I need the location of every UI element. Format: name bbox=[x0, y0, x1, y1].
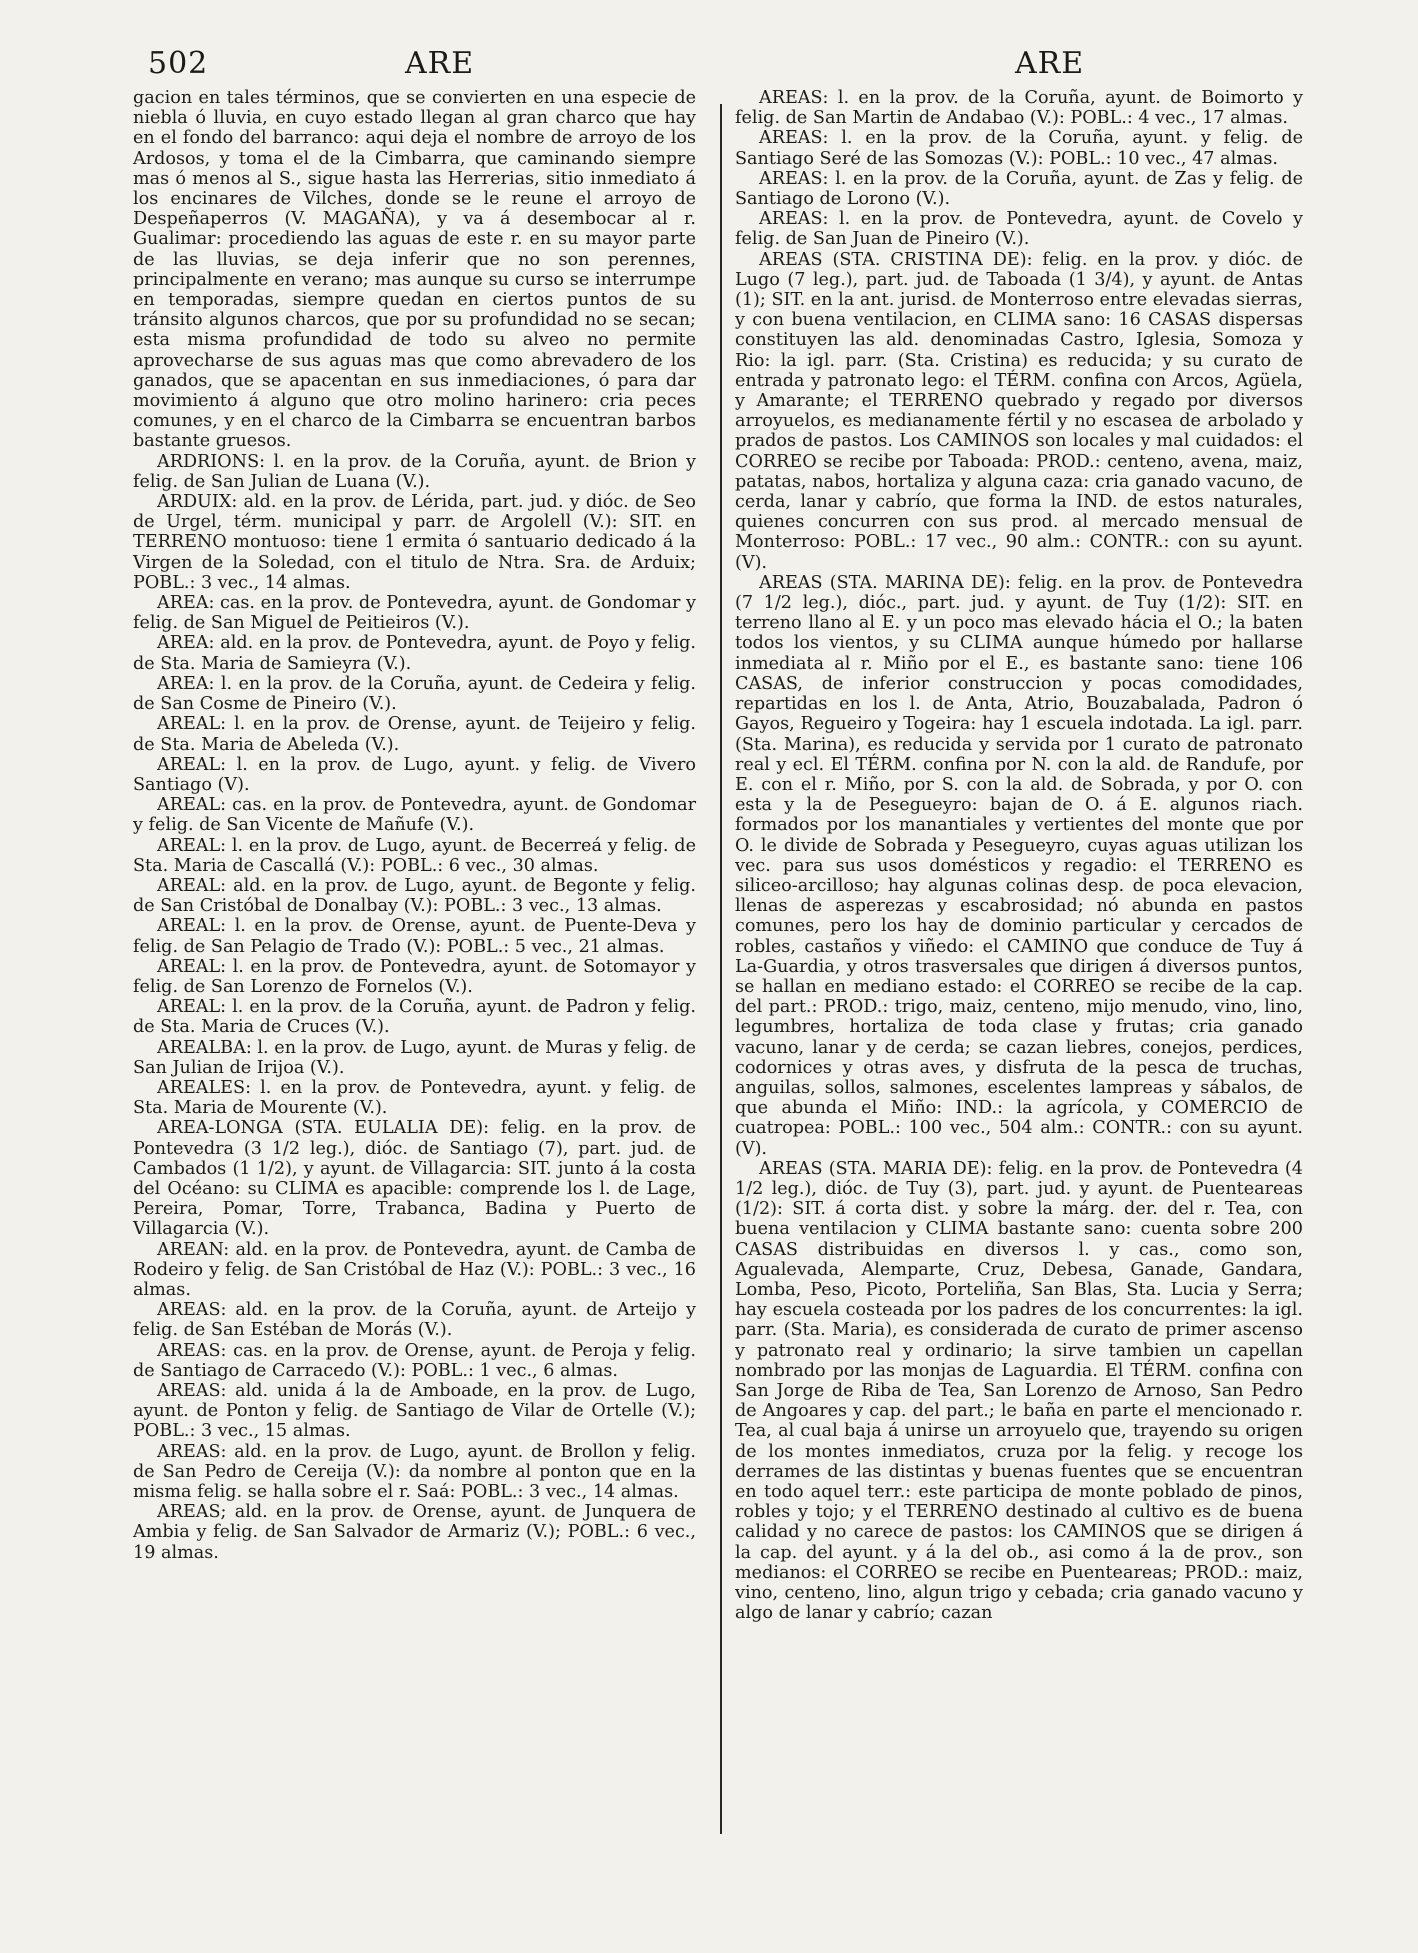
entry-areas-4: AREAS: ald. en la prov. de Lugo, ayunt. de Brollon y felig. de San Pedro de Cereija (V.): da nombre al ponton que en la misma felig. se halla sobre el r. Saá: POBL.: 3 vec., 14 almas. bbox=[133, 1441, 696, 1503]
right-column bbox=[735, 88, 1303, 1623]
entry-areas-zas: AREAS: l. en la prov. de la Coruña, ayunt. de Zas y felig. de Santiago de Lorono (V.). bbox=[735, 168, 1303, 210]
entry-areal-5: AREAL: ald. en la prov. de Lugo, ayunt. de Begonte y felig. de San Cristóbal de Donalbay (V.): POBL.: 3 vec., 13 almas. bbox=[133, 875, 696, 917]
running-head-right: ARE bbox=[1015, 46, 1085, 81]
column-divider bbox=[720, 104, 722, 1834]
entry-areal-6: AREAL: l. en la prov. de Orense, ayunt. de Puente-Deva y felig. de San Pelagio de Trado (V.): POBL.: 5 vec., 21 almas. bbox=[133, 916, 696, 957]
entry-area-2: AREA: ald. en la prov. de Pontevedra, ayunt. de Poyo y felig. de Sta. Maria de Samieyra (V.). bbox=[133, 633, 696, 674]
page-number: 502 bbox=[148, 46, 209, 81]
entry-continuation: gacion en tales términos, que se convierten en una especie de niebla ó lluvia, en cuyo estado llegan al gran charco que hay en el fondo del barranco: aqui deja el nombre de arroyo de los Ardosos, y toma el de la Cimbarra, que caminando siempre mas ó menos al S., sigue hasta las Herrerias, sitio inmediato á los encinares de Vilches, donde se le reune el arroyo de Despeñaperros (V. MAGAÑA), y va á desembocar al r. Gualimar: procediendo las aguas de este r. en su mayor parte de las lluvias, se deja inferir que no son perennes, principalmente en verano; mas aunque su curso se interrumpe en temporadas, siempre quedan en ciertos puntos de su tránsito algunos charcos, que por su profundidad no se secan; esta misma profundidad de todo su alveo no permite aprovecharse de sus aguas mas que como abrevadero de los ganados, que se apacentan en sus inmediaciones, ó para dar movimiento á alguno que otro molino harinero: cria peces comunes, y en el charco de la Cimbarra se encuentran barbos bastante gruesos. bbox=[133, 88, 696, 452]
entry-arean: AREAN: ald. en la prov. de Pontevedra, ayunt. de Camba de Rodeiro y felig. de San Cristóbal de Haz (V.): POBL.: 3 vec., 16 almas. bbox=[133, 1239, 696, 1300]
entry-areas-1: AREAS: ald. en la prov. de la Coruña, ayunt. de Arteijo y felig. de San Estéban de Morás (V.). bbox=[133, 1300, 696, 1341]
entry-areas-3: AREAS: ald. unida á la de Amboade, en la prov. de Lugo, ayunt. de Ponton y felig. de Santiago de Vilar de Ortelle (V.); POBL.: 3 vec., 15 almas. bbox=[133, 1381, 696, 1442]
entry-ardrions: ARDRIONS: l. en la prov. de la Coruña, ayunt. de Brion y felig. de San Julian de Luana (V.). bbox=[133, 451, 696, 492]
entry-areas-2: AREAS: cas. en la prov. de Orense, ayunt. de Peroja y felig. de Santiago de Carracedo (V.): POBL.: 1 vec., 6 almas. bbox=[133, 1340, 696, 1381]
entry-areas-sta-marina: AREAS (STA. MARINA DE): felig. en la prov. de Pontevedra (7 1/2 leg.), dióc., part. jud. y ayunt. de Tuy (1/2): SIT. en terreno llano al E. y un poco mas elevado hácia el O.; la baten todos los vientos, y su CLIMA aunque húmedo por hallarse inmediata al r. Miño por el E., es bastante sano: tiene 106 CASAS, de inferior construccion y pocas comodidades, repartidas en los l. de Anta, Atrio, Bouzabalada, Padron ó Gayos, Regueiro y Togeira: hay 1 escuela indotada. La igl. parr. (Sta. Marina), es reducida y servida por 1 curato de patronato real y ecl. El TÉRM. confina por N. con la ald. de Randufe, por E. con el r. Miño, por S. con la ald. de Sobrada, y por O. con esta y la de Pesegueyro: bajan de O. á E. algunos riach. formados por los manantiales y vertientes del monte que por O. le divide de Sobrada y Pesegueyro, cuyas aguas utilizan los vec. para sus usos domésticos y regadio: el TERRENO es siliceo-arcilloso; hay algunas colinas desp. de poca elevacion, llenas de asperezas y escabrosidad; nó abunda en pastos comunes, pero los hay de dominio particular y cercados de robles, castaños y viñedo: el CAMINO que conduce de Tuy á La-Guardia, y otros trasversales que dirigen á diversos puntos, se hallan en mediano estado: el CORREO se recibe de la cap. del part.: PROD.: trigo, maiz, centeno, mijo menudo, vino, lino, legumbres, hortaliza de toda clase y frutas; cria ganado vacuno, lanar y de cerda; se cazan liebres, conejos, perdices, codornices y otras aves, y disfruta de la pesca de truchas, anguilas, sollos, salmones, escelentes lampreas y sábalos, de que abunda el Miño: IND.: la agrícola, y COMERCIO de cuatropea: POBL.: 100 vec., 504 alm.: CONTR.: con su ayunt. (V). bbox=[735, 572, 1303, 1159]
entry-areal-7: AREAL: l. en la prov. de Pontevedra, ayunt. de Sotomayor y felig. de San Lorenzo de Fornelos (V.). bbox=[133, 956, 696, 997]
entry-arealba: AREALBA: l. en la prov. de Lugo, ayunt. de Muras y felig. de San Julian de Irijoa (V.). bbox=[133, 1037, 696, 1078]
entry-area-3: AREA: l. en la prov. de la Coruña, ayunt. de Cedeira y felig. de San Cosme de Pineiro (V.). bbox=[133, 673, 696, 715]
entry-areal-3: AREAL: cas. en la prov. de Pontevedra, ayunt. de Gondomar y felig. de San Vicente de Mañufe (V.). bbox=[133, 795, 696, 836]
entry-areas-boimorto: AREAS: l. en la prov. de la Coruña, ayunt. de Boimorto y felig. de San Martin de Andabao (V.): POBL.: 4 vec., 17 almas. bbox=[735, 88, 1303, 129]
entry-areal-4: AREAL: l. en la prov. de Lugo, ayunt. de Becerreá y felig. de Sta. Maria de Cascallá (V.): POBL.: 6 vec., 30 almas. bbox=[133, 835, 696, 876]
entry-area-longa: AREA-LONGA (STA. EULALIA DE): felig. en la prov. de Pontevedra (3 1/2 leg.), dióc. de Santiago (7), part. jud. de Cambados (1 1/2), y ayunt. de Villagarcia: SIT. junto á la costa del Océano: su CLIMA es apacible: comprende los l. de Lage, Pereira, Pomar, Torre, Trabanca, Badina y Puerto de Villagarcia (V.). bbox=[133, 1118, 696, 1240]
entry-areal-2: AREAL: l. en la prov. de Lugo, ayunt. y felig. de Vivero Santiago (V). bbox=[133, 754, 696, 795]
entry-areal-1: AREAL: l. en la prov. de Orense, ayunt. de Teijeiro y felig. de Sta. Maria de Abeleda (V.). bbox=[133, 714, 696, 755]
entry-areas-sta-cristina: AREAS (STA. CRISTINA DE): felig. en la prov. y dióc. de Lugo (7 leg.), part. jud. de Taboada (1 3/4), y ayunt. de Antas (1); SIT. en la ant. jurisd. de Monterroso entre elevadas sierras, y con buena ventilacion, en CLIMA sano: 16 CASAS dispersas constituyen las ald. denominadas Castro, Iglesia, Somoza y Rio: la igl. parr. (Sta. Cristina) es reducida; y su curato de entrada y patronato lego: el TÉRM. confina con Arcos, Agüela, y Amarante; el TERRENO quebrado y regado por diversos arroyuelos, es medianamente fértil y no escasea de arbolado y prados de pastos. Los CAMINOS son locales y mal cuidados: el CORREO se recibe por Taboada: PROD.: centeno, avena, maiz, patatas, nabos, hortaliza y alguna caza: cria ganado vacuno, de cerda, lanar y cabrío, que forma la IND. de estos naturales, quienes concurren con sus prod. al mercado mensual de Monterroso: POBL.: 17 vec., 90 alm.: CONTR.: con su ayunt. (V). bbox=[735, 249, 1303, 573]
running-head-left: ARE bbox=[405, 46, 475, 81]
entry-areal-8: AREAL: l. en la prov. de la Coruña, ayunt. de Padron y felig. de Sta. Maria de Cruces (V.). bbox=[133, 997, 696, 1038]
entry-areas-covelo: AREAS: l. en la prov. de Pontevedra, ayunt. de Covelo y felig. de San Juan de Pineiro (V.). bbox=[735, 209, 1303, 250]
left-column bbox=[133, 88, 696, 1563]
entry-areas-sta-maria: AREAS (STA. MARIA DE): felig. en la prov. de Pontevedra (4 1/2 leg.), dióc. de Tuy (3), part. jud. y ayunt. de Puenteareas (1/2): SIT. á corta dist. y sobre la márg. der. del r. Tea, con buena ventilacion y CLIMA bastante sano: cuenta sobre 200 CASAS distribuidas en diversos l. y cas., como son, Agualevada, Alemparte, Cruz, Debesa, Ganade, Gandara, Lomba, Peso, Picoto, Porteliña, San Blas, Sta. Lucia y Serra; hay escuela costeada por los padres de los concurrentes: la igl. parr. (Sta. Maria), es considerada de curato de primer ascenso y patronato real y ordinario; la sirve tambien un capellan nombrado por las monjas de Laguardia. El TÉRM. confina con San Jorge de Riba de Tea, San Lorenzo de Arnoso, San Pedro de Angoares y cap. del part.; le baña en parte el mencionado r. Tea, al cual baja á unirse un arroyuelo que, trayendo su origen de los montes inmediatos, cruza por la felig. y recoge los derrames de las distintas y buenas fuentes que se encuentran en todo aquel terr.: este participa de monte poblado de pinos, robles y tojo; y el TERRENO destinado al cultivo es de buena calidad y no carece de pastos: los CAMINOS que se dirigen á la cap. del ayunt. y á la del ob., asi como á la de prov., son medianos: el CORREO se recibe en Puenteareas; PROD.: maiz, vino, centeno, lino, algun trigo y cebada; cria ganado vacuno y algo de lanar y cabrío; cazan bbox=[735, 1158, 1303, 1624]
entry-areas-5: AREAS; ald. en la prov. de Orense, ayunt. de Junquera de Ambia y felig. de San Salvador de Armariz (V.); POBL.: 6 vec., 19 almas. bbox=[133, 1502, 696, 1563]
entry-arduix: ARDUIX: ald. en la prov. de Lérida, part. jud. y dióc. de Seo de Urgel, térm. municipal y parr. de Argolell (V.): SIT. en TERRENO montuoso: tiene 1 ermita ó santuario dedicado á la Virgen de la Soledad, con el titulo de Ntra. Sra. de Arduix; POBL.: 3 vec., 14 almas. bbox=[133, 492, 696, 593]
entry-areas-somozas: AREAS: l. en la prov. de la Coruña, ayunt. y felig. de Santiago Seré de las Somozas (V.): POBL.: 10 vec., 47 almas. bbox=[735, 128, 1303, 169]
entry-area-1: AREA: cas. en la prov. de Pontevedra, ayunt. de Gondomar y felig. de San Miguel de Peitieiros (V.). bbox=[133, 593, 696, 634]
entry-areales: AREALES: l. en la prov. de Pontevedra, ayunt. y felig. de Sta. Maria de Mourente (V.). bbox=[133, 1077, 696, 1119]
